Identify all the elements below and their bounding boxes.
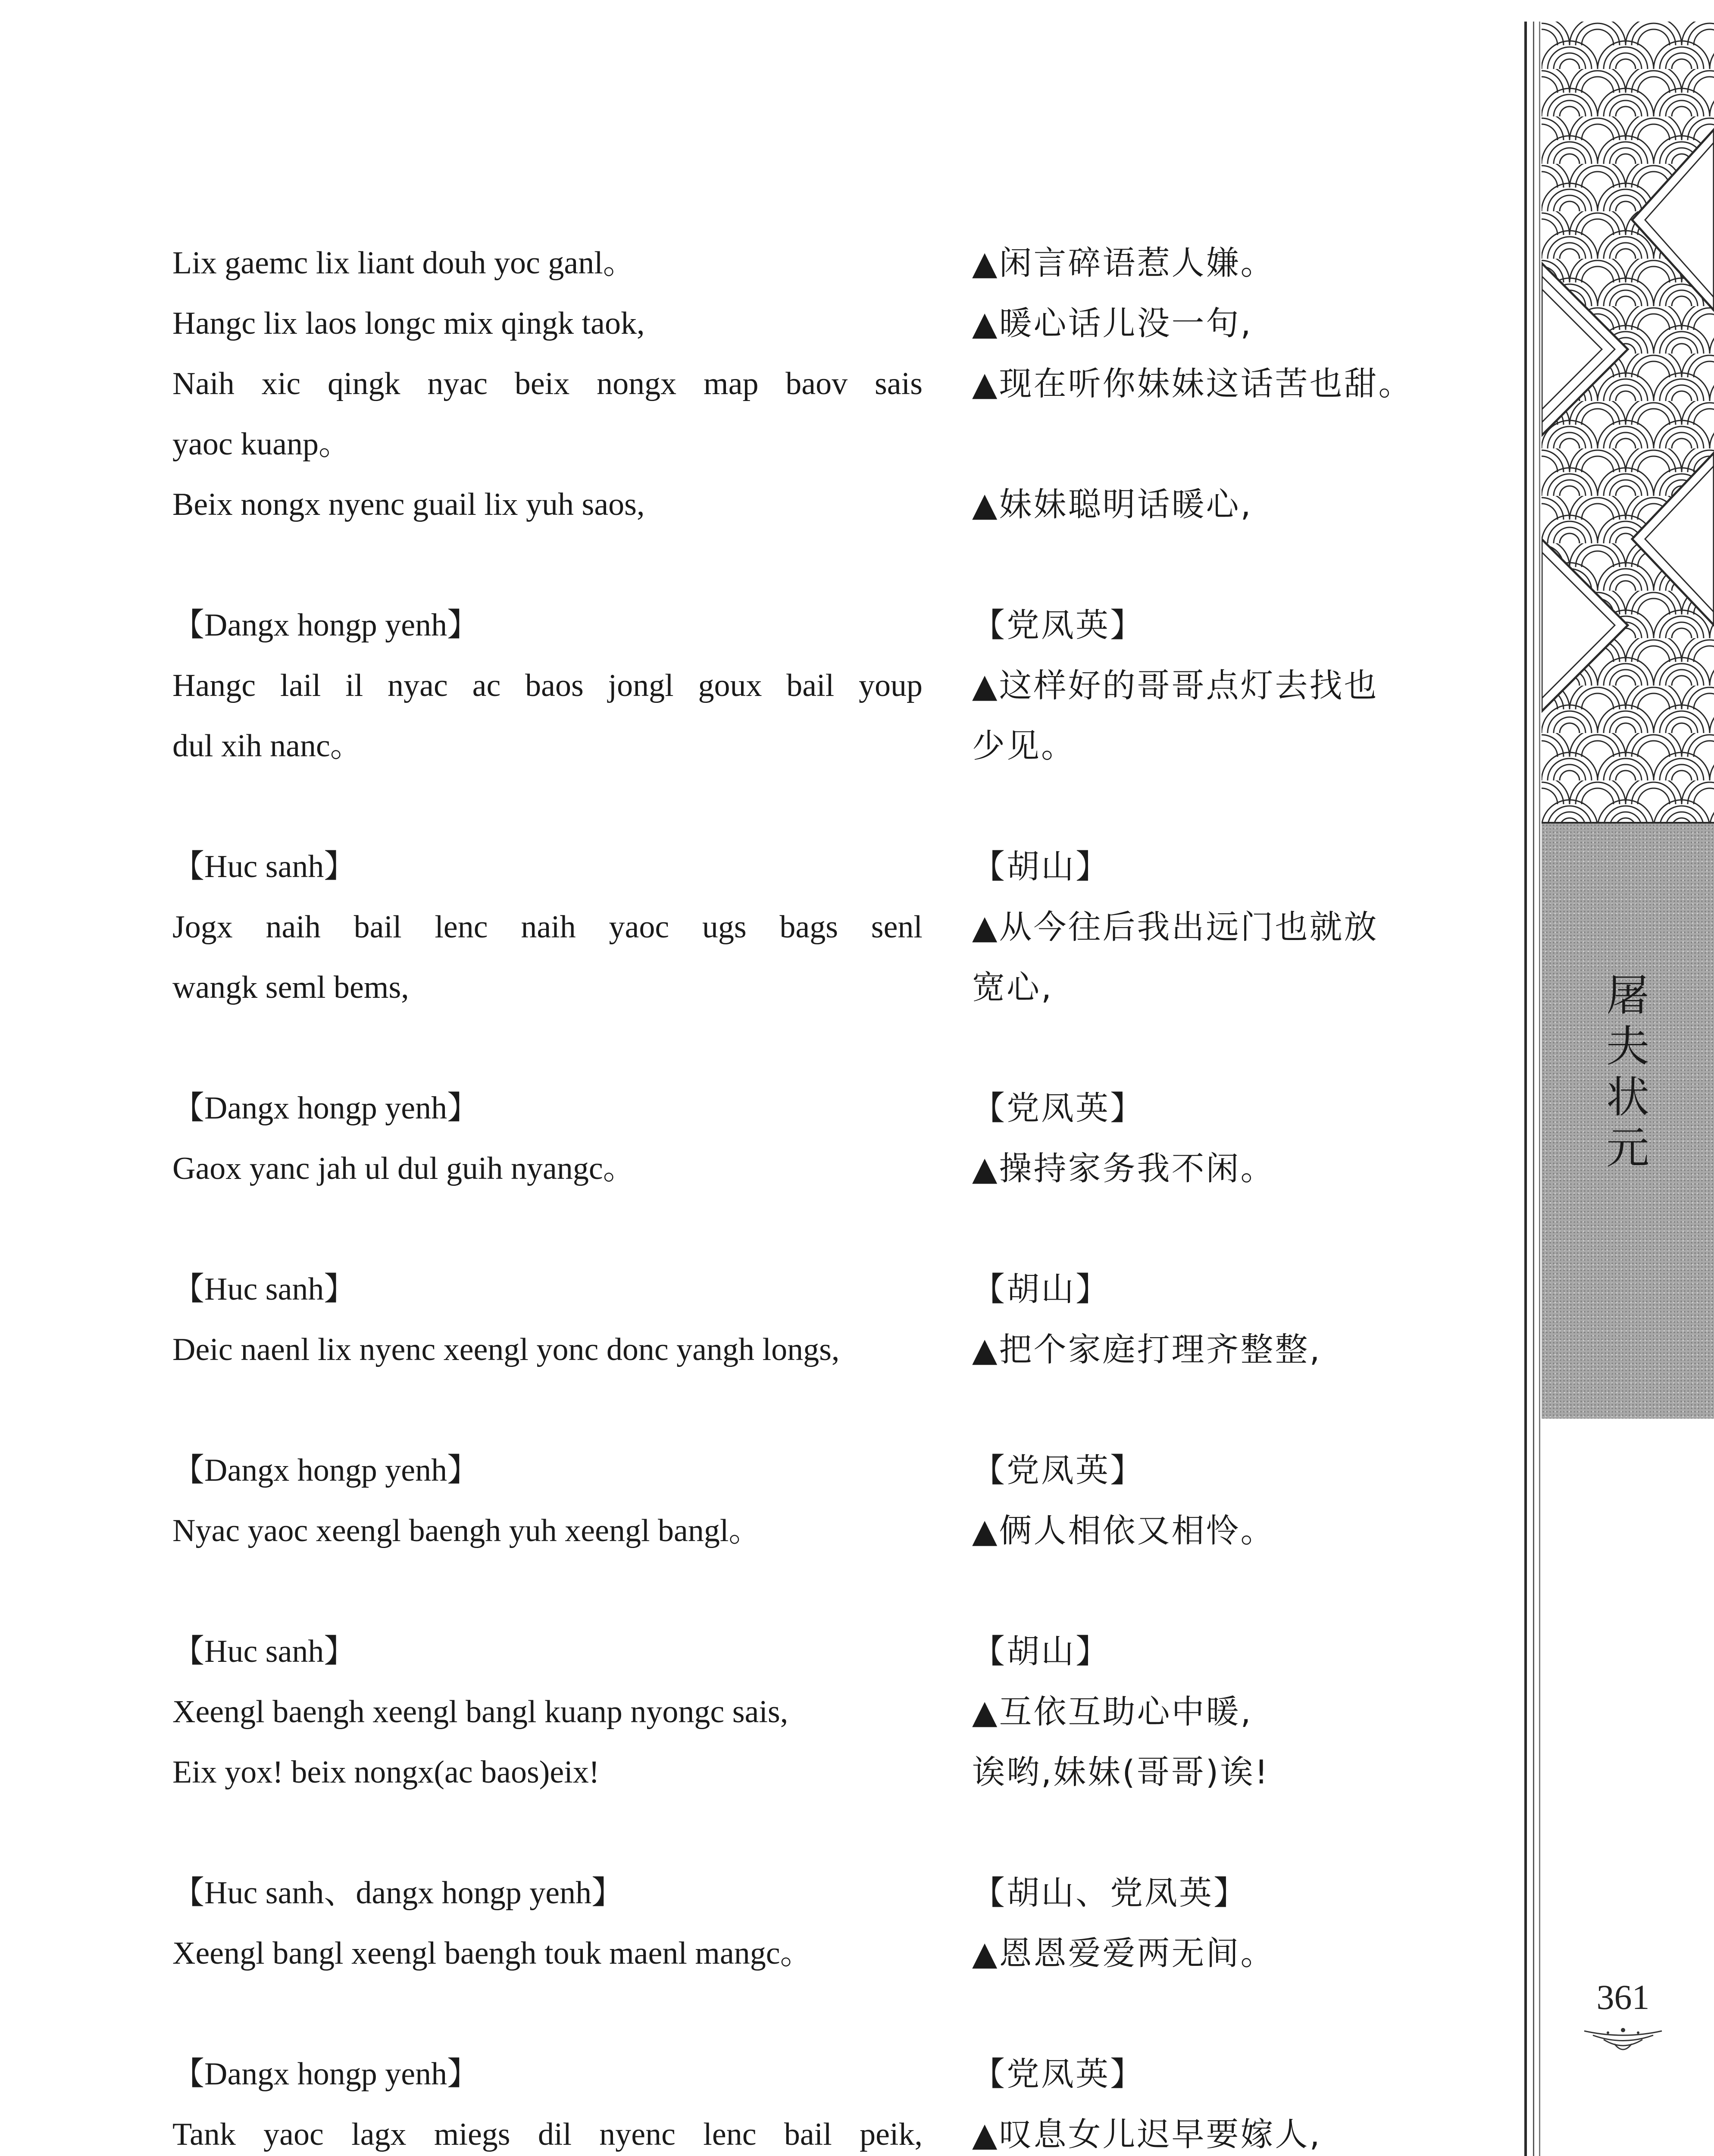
dong-line: yaoc kuanp。 [172, 426, 351, 462]
book-title-band [1542, 824, 1714, 1419]
margin-rule [1524, 22, 1527, 2156]
chinese-line: ▲互依互助心中暖, [972, 1692, 1253, 1731]
book-title-char: 状 [1606, 1072, 1649, 1122]
book-title [1542, 970, 1714, 1174]
chinese-line: ▲恩恩爱爱两无间。 [972, 1934, 1275, 1972]
speaker-label: 【Huc sanh、dangx hongp yenh】 [172, 1875, 624, 1911]
dong-line: Jogx naih bail lenc naih yaoc ugs bags senl [172, 909, 923, 945]
chinese-line: ▲这样好的哥哥点灯去找也 [972, 666, 1379, 705]
dong-line: wangk seml bems, [172, 970, 409, 1005]
speaker-label: 【胡山】 [972, 1632, 1110, 1670]
wave-pattern-ornament [1542, 22, 1714, 824]
chinese-line: ▲把个家庭打理齐整整, [972, 1330, 1322, 1369]
speaker-label: 【党凤英】 [972, 2055, 1145, 2093]
chinese-line: 少见。 [972, 727, 1076, 765]
chinese-line: ▲现在听你妹妹这话苦也甜。 [972, 364, 1413, 403]
book-title-char: 元 [1606, 1123, 1649, 1173]
dong-text-column [172, 233, 923, 2156]
dong-line: dul xih nanc。 [172, 728, 362, 764]
speaker-label: 【Huc sanh】 [172, 1272, 356, 1307]
chinese-line: ▲闲言碎语惹人嫌。 [972, 244, 1275, 282]
speaker-label: 【Dangx hongp yenh】 [172, 1091, 479, 1126]
dong-line: Deic naenl lix nyenc xeengl yonc donc yangh longs, [172, 1332, 840, 1367]
margin-rule [1539, 22, 1540, 2156]
dong-line: Hangc lail il nyac ac baos jongl goux bail youp [172, 668, 923, 703]
chinese-line: ▲叹息女儿迟早要嫁人, [972, 2115, 1322, 2153]
dong-line: Gaox yanc jah ul dul guih nyangc。 [172, 1151, 635, 1186]
speaker-label: 【Dangx hongp yenh】 [172, 2056, 479, 2092]
speaker-label: 【党凤英】 [972, 1089, 1145, 1127]
margin-rule [1533, 22, 1534, 2156]
dong-line: Eix yox! beix nongx(ac baos)eix! [172, 1755, 600, 1790]
dong-line: Naih xic qingk nyac beix nongx map baov sais [172, 366, 923, 401]
dong-line: Tank yaoc lagx miegs dil nyenc lenc bail peik, [172, 2117, 923, 2152]
speaker-label: 【党凤英】 [972, 606, 1145, 644]
speaker-label: 【Dangx hongp yenh】 [172, 608, 479, 643]
speaker-label: 【Huc sanh】 [172, 849, 356, 884]
chinese-line: 诶哟,妹妹(哥哥)诶! [972, 1753, 1270, 1791]
speaker-label: 【胡山】 [972, 847, 1110, 886]
chinese-line [972, 414, 1455, 474]
speaker-label: 【Dangx hongp yenh】 [172, 1453, 479, 1488]
dong-line: Xeengl baengh xeengl bangl kuanp nyongc sais, [172, 1694, 788, 1730]
dong-line: Beix nongx nyenc guail lix yuh saos, [172, 487, 645, 522]
chinese-line: ▲暖心话儿没一句, [972, 304, 1253, 342]
dong-line: Lix gaemc lix liant douh yoc ganl。 [172, 245, 635, 281]
speaker-label: 【Huc sanh】 [172, 1634, 356, 1669]
speaker-label: 【党凤英】 [972, 1451, 1145, 1489]
dong-line: Nyac yaoc xeengl baengh yuh xeengl bangl。 [172, 1513, 761, 1548]
chinese-text-column [972, 233, 1455, 2156]
chinese-line: ▲操持家务我不闲。 [972, 1149, 1275, 1188]
chinese-line: ▲俩人相依又相怜。 [972, 1511, 1275, 1550]
dong-line: Xeengl bangl xeengl baengh touk maenl mangc。 [172, 1936, 812, 1971]
chinese-line: 宽心, [972, 968, 1054, 1006]
dong-line: Hangc lix laos longc mix qingk taok, [172, 306, 645, 341]
speaker-label: 【胡山、党凤英】 [972, 1874, 1248, 1912]
chinese-line: ▲从今往后我出远门也就放 [972, 908, 1379, 946]
book-title-char: 屠 [1606, 970, 1649, 1021]
speaker-label: 【胡山】 [972, 1270, 1110, 1308]
book-title-char: 夫 [1606, 1021, 1649, 1072]
page-number-ornament-icon [1582, 2027, 1664, 2057]
chinese-line: ▲妹妹聪明话暖心, [972, 485, 1253, 523]
page-number: 361 [1596, 1977, 1650, 2017]
